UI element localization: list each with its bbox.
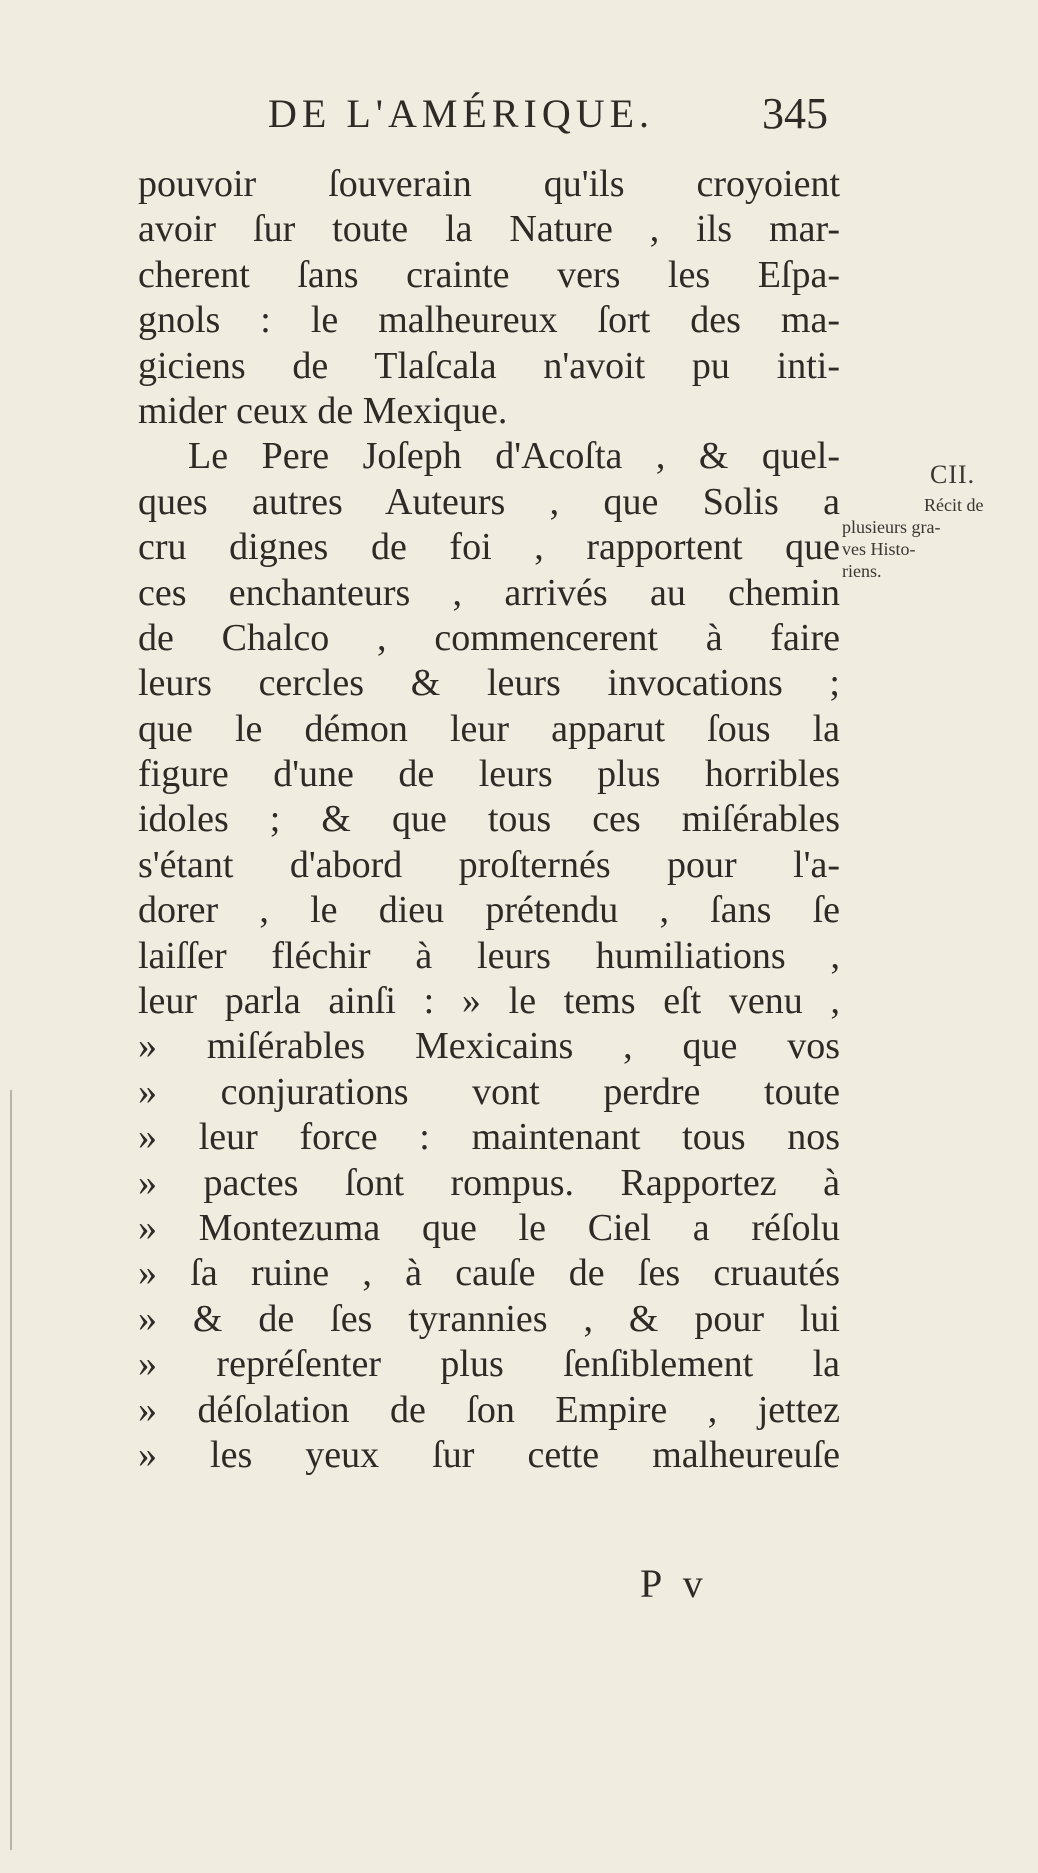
text-line: dorer , le dieu prétendu , ſans ſe xyxy=(138,889,840,932)
text-line: » conjurations vont perdre toute xyxy=(138,1070,840,1113)
text-line: cru dignes de foi , rapportent que xyxy=(138,526,840,569)
margin-note-line: Récit de xyxy=(924,495,984,515)
text-line: » & de ſes tyrannies , & pour lui xyxy=(138,1297,840,1340)
text-line: laiſſer fléchir à leurs humiliations , xyxy=(138,934,840,977)
text-line: Le Pere Joſeph d'Acoſta , & quel- xyxy=(188,435,840,478)
text-line: » repréſenter plus ſenſiblement la xyxy=(138,1343,840,1386)
text-line: cherent ſans crainte vers les Eſpa- xyxy=(138,253,840,296)
text-line: » les yeux ſur cette malheureuſe xyxy=(138,1433,840,1476)
text-line: pouvoir ſouverain qu'ils croyoient xyxy=(138,163,840,205)
margin-note-line: plusieurs gra- xyxy=(842,517,941,537)
catchword-signature: P v xyxy=(640,1561,709,1606)
text-line: giciens de Tlaſcala n'avoit pu inti- xyxy=(138,344,840,387)
text-line: avoir ſur toute la Nature , ils mar- xyxy=(138,208,840,251)
text-line: ques autres Auteurs , que Solis a xyxy=(138,480,840,523)
page-number: 345 xyxy=(762,89,828,138)
margin-note-numeral: CII. xyxy=(930,460,976,489)
text-line: s'étant d'abord proſternés pour l'a- xyxy=(138,843,840,886)
text-line: gnols : le malheureux ſort des ma- xyxy=(138,299,840,342)
running-head xyxy=(268,88,828,148)
running-title: DE L'AMÉRIQUE. xyxy=(268,91,655,136)
margin-note-line: riens. xyxy=(842,561,882,581)
text-line: » leur force : maintenant tous nos xyxy=(138,1116,840,1159)
margin-note xyxy=(842,460,1030,582)
text-line: de Chalco , commencerent à faire xyxy=(138,616,840,659)
text-line: mider ceux de Mexique. xyxy=(138,389,508,432)
text-line: » pactes ſont rompus. Rapportez à xyxy=(138,1161,840,1204)
gutter-shadow xyxy=(10,1090,12,1850)
text-line: leurs cercles & leurs invocations ; xyxy=(138,662,840,705)
body-text xyxy=(138,162,840,1478)
text-line: » miſérables Mexicains , que vos xyxy=(138,1025,840,1068)
text-line: » ſa ruine , à cauſe de ſes cruautés xyxy=(138,1252,840,1295)
text-line: leur parla ainſi : » le tems eſt venu , xyxy=(138,980,840,1023)
text-line: ces enchanteurs , arrivés au chemin xyxy=(138,571,840,614)
text-line: » Montezuma que le Ciel a réſolu xyxy=(138,1206,840,1249)
text-line: » déſolation de ſon Empire , jettez xyxy=(138,1388,840,1431)
text-line: idoles ; & que tous ces miſérables xyxy=(138,798,840,841)
text-line: que le démon leur apparut ſous la xyxy=(138,707,840,750)
text-line: figure d'une de leurs plus horribles xyxy=(138,753,840,796)
margin-note-line: ves Histo- xyxy=(842,539,916,559)
